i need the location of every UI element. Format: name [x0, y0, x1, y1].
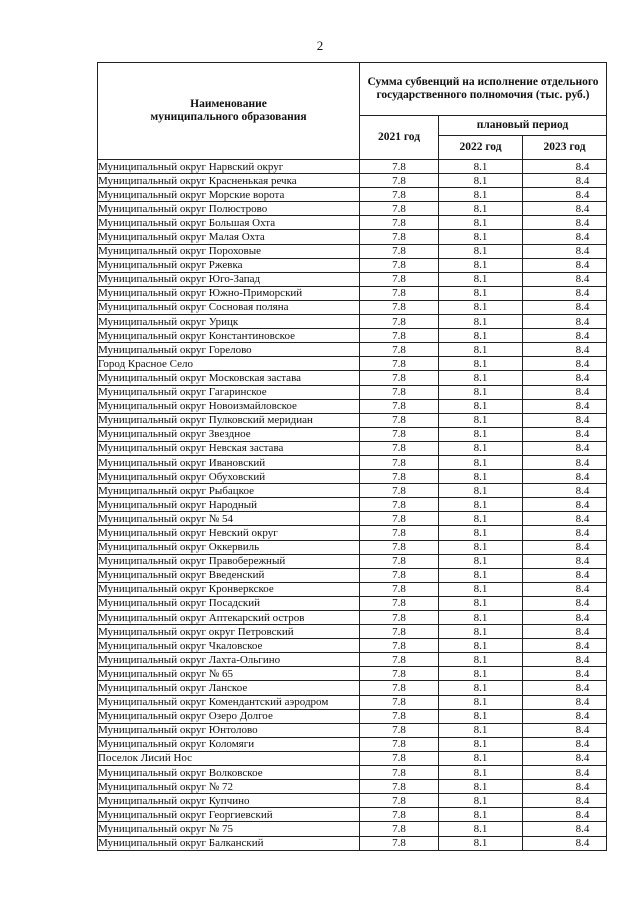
value-2023-cell: 8.4 — [523, 413, 607, 427]
value-2022-cell: 8.1 — [439, 160, 523, 174]
value-2023-cell: 8.4 — [523, 244, 607, 258]
value-2023-cell: 8.4 — [523, 766, 607, 780]
municipality-name-cell: Муниципальный округ Горелово — [98, 343, 360, 357]
value-2021-cell: 7.8 — [360, 709, 439, 723]
value-2021-cell: 7.8 — [360, 751, 439, 765]
table-row — [98, 216, 607, 230]
municipality-name-cell: Муниципальный округ Полюстрово — [98, 202, 360, 216]
page-number: 2 — [316, 38, 324, 53]
value-2022-cell: 8.1 — [439, 695, 523, 709]
value-2021-cell: 7.8 — [360, 526, 439, 540]
municipality-name-cell: Муниципальный округ Южно-Приморский — [98, 286, 360, 300]
value-2023-cell: 8.4 — [523, 836, 607, 850]
value-2023-cell: 8.4 — [523, 385, 607, 399]
value-2022-cell: 8.1 — [439, 639, 523, 653]
value-2022-cell: 8.1 — [439, 794, 523, 808]
value-2022-cell: 8.1 — [439, 272, 523, 286]
value-2021-cell: 7.8 — [360, 216, 439, 230]
value-2022-cell: 8.1 — [439, 625, 523, 639]
table-row — [98, 653, 607, 667]
value-2022-cell: 8.1 — [439, 737, 523, 751]
value-2023-cell: 8.4 — [523, 723, 607, 737]
table-row — [98, 737, 607, 751]
value-2021-cell: 7.8 — [360, 766, 439, 780]
value-2021-cell: 7.8 — [360, 695, 439, 709]
value-2022-cell: 8.1 — [439, 258, 523, 272]
table-row — [98, 413, 607, 427]
value-2021-cell: 7.8 — [360, 639, 439, 653]
municipality-name-cell: Муниципальный округ Коломяги — [98, 737, 360, 751]
municipality-name-cell: Муниципальный округ Рыбацкое — [98, 484, 360, 498]
table-row — [98, 822, 607, 836]
table-row — [98, 427, 607, 441]
table-row — [98, 766, 607, 780]
municipality-name-cell: Муниципальный округ Купчино — [98, 794, 360, 808]
value-2023-cell: 8.4 — [523, 258, 607, 272]
value-2023-cell: 8.4 — [523, 667, 607, 681]
table-row — [98, 441, 607, 455]
value-2021-cell: 7.8 — [360, 512, 439, 526]
value-2023-cell: 8.4 — [523, 329, 607, 343]
value-2021-cell: 7.8 — [360, 836, 439, 850]
table-row — [98, 582, 607, 596]
value-2021-cell: 7.8 — [360, 441, 439, 455]
value-2021-cell: 7.8 — [360, 399, 439, 413]
value-2021-cell: 7.8 — [360, 244, 439, 258]
value-2021-cell: 7.8 — [360, 723, 439, 737]
value-2023-cell: 8.4 — [523, 272, 607, 286]
table-row — [98, 371, 607, 385]
value-2023-cell: 8.4 — [523, 780, 607, 794]
table-row — [98, 258, 607, 272]
value-2022-cell: 8.1 — [439, 723, 523, 737]
municipality-header-line1: Наименование — [190, 98, 267, 110]
value-2022-cell: 8.1 — [439, 371, 523, 385]
municipality-name-cell: Муниципальный округ Волковское — [98, 766, 360, 780]
municipality-name-cell: Муниципальный округ Чкаловское — [98, 639, 360, 653]
value-2022-cell: 8.1 — [439, 455, 523, 469]
value-2022-cell: 8.1 — [439, 582, 523, 596]
municipality-name-cell: Муниципальный округ Лахта-Ольгино — [98, 653, 360, 667]
subvention-table — [97, 62, 607, 851]
municipality-name-cell: Муниципальный округ Ланское — [98, 681, 360, 695]
value-2021-cell: 7.8 — [360, 258, 439, 272]
value-2023-cell: 8.4 — [523, 230, 607, 244]
table-row — [98, 272, 607, 286]
value-2021-cell: 7.8 — [360, 455, 439, 469]
value-2022-cell: 8.1 — [439, 300, 523, 314]
municipality-name-cell: Муниципальный округ Невская застава — [98, 441, 360, 455]
value-2021-cell: 7.8 — [360, 808, 439, 822]
value-2023-cell: 8.4 — [523, 455, 607, 469]
value-2021-cell: 7.8 — [360, 470, 439, 484]
value-2023-cell: 8.4 — [523, 427, 607, 441]
value-2023-cell: 8.4 — [523, 653, 607, 667]
value-2021-cell: 7.8 — [360, 413, 439, 427]
municipality-name-cell: Муниципальный округ Сосновая поляна — [98, 300, 360, 314]
table-row — [98, 174, 607, 188]
value-2021-cell: 7.8 — [360, 667, 439, 681]
value-2023-cell: 8.4 — [523, 639, 607, 653]
value-2022-cell: 8.1 — [439, 427, 523, 441]
municipality-name-cell: Муниципальный округ Нарвский округ — [98, 160, 360, 174]
value-2021-cell: 7.8 — [360, 385, 439, 399]
municipality-name-cell: Муниципальный округ Комендантский аэродром — [98, 695, 360, 709]
value-2021-cell: 7.8 — [360, 202, 439, 216]
value-2021-cell: 7.8 — [360, 554, 439, 568]
value-2023-cell: 8.4 — [523, 357, 607, 371]
value-2021-cell: 7.8 — [360, 653, 439, 667]
value-2022-cell: 8.1 — [439, 244, 523, 258]
value-2023-cell: 8.4 — [523, 174, 607, 188]
value-2021-cell: 7.8 — [360, 188, 439, 202]
value-2021-cell: 7.8 — [360, 568, 439, 582]
value-2021-cell: 7.8 — [360, 286, 439, 300]
municipality-name-cell: Муниципальный округ Аптекарский остров — [98, 611, 360, 625]
table-row — [98, 808, 607, 822]
municipality-name-cell: Муниципальный округ Обуховский — [98, 470, 360, 484]
table-row — [98, 709, 607, 723]
value-2023-cell: 8.4 — [523, 343, 607, 357]
value-2023-cell: 8.4 — [523, 470, 607, 484]
municipality-name-cell: Муниципальный округ Ивановский — [98, 455, 360, 469]
table-row — [98, 357, 607, 371]
value-2022-cell: 8.1 — [439, 286, 523, 300]
table-row — [98, 667, 607, 681]
table-row — [98, 780, 607, 794]
value-2023-cell: 8.4 — [523, 484, 607, 498]
value-2022-cell: 8.1 — [439, 343, 523, 357]
value-2021-cell: 7.8 — [360, 611, 439, 625]
value-2023-cell: 8.4 — [523, 512, 607, 526]
table-row — [98, 681, 607, 695]
value-2022-cell: 8.1 — [439, 611, 523, 625]
value-2021-cell: 7.8 — [360, 343, 439, 357]
value-2021-cell: 7.8 — [360, 822, 439, 836]
municipality-name-cell: Муниципальный округ Красненькая речка — [98, 174, 360, 188]
municipality-name-cell: Муниципальный округ № 72 — [98, 780, 360, 794]
table-row — [98, 611, 607, 625]
table-row — [98, 329, 607, 343]
table-row — [98, 399, 607, 413]
value-2021-cell: 7.8 — [360, 780, 439, 794]
value-2022-cell: 8.1 — [439, 751, 523, 765]
table-row — [98, 540, 607, 554]
value-2023-cell: 8.4 — [523, 582, 607, 596]
value-2022-cell: 8.1 — [439, 441, 523, 455]
table-row — [98, 568, 607, 582]
value-2022-cell: 8.1 — [439, 385, 523, 399]
value-2021-cell: 7.8 — [360, 329, 439, 343]
table-row — [98, 455, 607, 469]
table-row — [98, 286, 607, 300]
table-row — [98, 794, 607, 808]
municipality-name-cell: Муниципальный округ Народный — [98, 498, 360, 512]
value-2022-cell: 8.1 — [439, 526, 523, 540]
value-2022-cell: 8.1 — [439, 540, 523, 554]
table-row — [98, 836, 607, 850]
value-2021-cell: 7.8 — [360, 174, 439, 188]
value-2022-cell: 8.1 — [439, 329, 523, 343]
municipality-name-cell: Муниципальный округ Юго-Запад — [98, 272, 360, 286]
value-2023-cell: 8.4 — [523, 160, 607, 174]
table-header — [98, 63, 607, 160]
municipality-name-cell: Муниципальный округ Морские ворота — [98, 188, 360, 202]
municipality-name-cell: Муниципальный округ Озеро Долгое — [98, 709, 360, 723]
table-row — [98, 554, 607, 568]
value-2021-cell: 7.8 — [360, 160, 439, 174]
value-2021-cell: 7.8 — [360, 540, 439, 554]
municipality-column-header — [98, 63, 360, 160]
municipality-name-cell: Муниципальный округ Оккервиль — [98, 540, 360, 554]
subvention-sum-header: Сумма субвенций на исполнение отдельного государственного полномочия (тыс. руб.) — [360, 63, 607, 116]
value-2023-cell: 8.4 — [523, 808, 607, 822]
value-2023-cell: 8.4 — [523, 625, 607, 639]
municipality-name-cell: Муниципальный округ Гагаринское — [98, 385, 360, 399]
value-2023-cell: 8.4 — [523, 498, 607, 512]
value-2022-cell: 8.1 — [439, 216, 523, 230]
municipality-name-cell: Муниципальный округ № 65 — [98, 667, 360, 681]
municipality-name-cell: Муниципальный округ Георгиевский — [98, 808, 360, 822]
value-2023-cell: 8.4 — [523, 526, 607, 540]
municipality-header-line2: муниципального образования — [150, 111, 307, 123]
municipality-name-cell: Муниципальный округ Малая Охта — [98, 230, 360, 244]
value-2023-cell: 8.4 — [523, 596, 607, 610]
value-2021-cell: 7.8 — [360, 371, 439, 385]
table-row — [98, 695, 607, 709]
value-2022-cell: 8.1 — [439, 653, 523, 667]
value-2022-cell: 8.1 — [439, 202, 523, 216]
table-row — [98, 315, 607, 329]
municipality-name-cell: Муниципальный округ Балканский — [98, 836, 360, 850]
value-2022-cell: 8.1 — [439, 512, 523, 526]
table-row — [98, 385, 607, 399]
municipality-name-cell: Муниципальный округ Московская застава — [98, 371, 360, 385]
value-2022-cell: 8.1 — [439, 174, 523, 188]
table-row — [98, 498, 607, 512]
table-row — [98, 751, 607, 765]
table-row — [98, 470, 607, 484]
municipality-name-cell: Муниципальный округ Юнтолово — [98, 723, 360, 737]
value-2023-cell: 8.4 — [523, 188, 607, 202]
value-2022-cell: 8.1 — [439, 836, 523, 850]
value-2022-cell: 8.1 — [439, 766, 523, 780]
municipality-name-cell: Муниципальный округ № 54 — [98, 512, 360, 526]
table-row — [98, 300, 607, 314]
table-row — [98, 596, 607, 610]
value-2021-cell: 7.8 — [360, 357, 439, 371]
value-2023-cell: 8.4 — [523, 794, 607, 808]
value-2023-cell: 8.4 — [523, 554, 607, 568]
municipality-name-cell: Муниципальный округ Пулковский меридиан — [98, 413, 360, 427]
municipality-name-cell: Муниципальный округ Посадский — [98, 596, 360, 610]
municipality-name-cell: Муниципальный округ Правобережный — [98, 554, 360, 568]
value-2023-cell: 8.4 — [523, 568, 607, 582]
value-2023-cell: 8.4 — [523, 681, 607, 695]
value-2023-cell: 8.4 — [523, 202, 607, 216]
municipality-name-cell: Муниципальный округ Ржевка — [98, 258, 360, 272]
value-2023-cell: 8.4 — [523, 286, 607, 300]
value-2023-cell: 8.4 — [523, 315, 607, 329]
value-2022-cell: 8.1 — [439, 596, 523, 610]
value-2022-cell: 8.1 — [439, 357, 523, 371]
municipality-name-cell: Муниципальный округ Урицк — [98, 315, 360, 329]
value-2022-cell: 8.1 — [439, 230, 523, 244]
table-body — [98, 160, 607, 851]
value-2021-cell: 7.8 — [360, 484, 439, 498]
value-2022-cell: 8.1 — [439, 554, 523, 568]
value-2021-cell: 7.8 — [360, 272, 439, 286]
value-2023-cell: 8.4 — [523, 611, 607, 625]
table-row — [98, 244, 607, 258]
value-2021-cell: 7.8 — [360, 681, 439, 695]
value-2023-cell: 8.4 — [523, 371, 607, 385]
value-2021-cell: 7.8 — [360, 315, 439, 329]
value-2022-cell: 8.1 — [439, 413, 523, 427]
value-2022-cell: 8.1 — [439, 780, 523, 794]
table-row — [98, 188, 607, 202]
value-2023-cell: 8.4 — [523, 709, 607, 723]
table-row — [98, 723, 607, 737]
table-row — [98, 230, 607, 244]
table-row — [98, 202, 607, 216]
value-2022-cell: 8.1 — [439, 808, 523, 822]
municipality-name-cell: Муниципальный округ Невский округ — [98, 526, 360, 540]
municipality-name-cell: Муниципальный округ округ Петровский — [98, 625, 360, 639]
value-2023-cell: 8.4 — [523, 216, 607, 230]
value-2021-cell: 7.8 — [360, 625, 439, 639]
value-2023-cell: 8.4 — [523, 399, 607, 413]
table-row — [98, 343, 607, 357]
table-row — [98, 526, 607, 540]
municipality-name-cell: Муниципальный округ Большая Охта — [98, 216, 360, 230]
value-2022-cell: 8.1 — [439, 709, 523, 723]
value-2023-cell: 8.4 — [523, 695, 607, 709]
table-row — [98, 512, 607, 526]
value-2022-cell: 8.1 — [439, 498, 523, 512]
municipality-name-cell: Муниципальный округ Введенский — [98, 568, 360, 582]
table-row — [98, 160, 607, 174]
municipality-name-cell: Город Красное Село — [98, 357, 360, 371]
value-2023-cell: 8.4 — [523, 441, 607, 455]
year-2021-header: 2021 год — [360, 116, 439, 160]
municipality-name-cell: Муниципальный округ № 75 — [98, 822, 360, 836]
value-2021-cell: 7.8 — [360, 300, 439, 314]
year-2023-header: 2023 год — [523, 136, 607, 160]
value-2022-cell: 8.1 — [439, 188, 523, 202]
value-2022-cell: 8.1 — [439, 399, 523, 413]
table-row — [98, 484, 607, 498]
value-2021-cell: 7.8 — [360, 737, 439, 751]
value-2023-cell: 8.4 — [523, 822, 607, 836]
municipality-name-cell: Муниципальный округ Звездное — [98, 427, 360, 441]
value-2022-cell: 8.1 — [439, 681, 523, 695]
value-2022-cell: 8.1 — [439, 484, 523, 498]
value-2022-cell: 8.1 — [439, 667, 523, 681]
municipality-name-cell: Муниципальный округ Пороховые — [98, 244, 360, 258]
table-row — [98, 625, 607, 639]
value-2023-cell: 8.4 — [523, 540, 607, 554]
municipality-name-cell: Муниципальный округ Константиновское — [98, 329, 360, 343]
value-2021-cell: 7.8 — [360, 427, 439, 441]
value-2022-cell: 8.1 — [439, 315, 523, 329]
value-2023-cell: 8.4 — [523, 300, 607, 314]
municipality-name-cell: Муниципальный округ Кронверкское — [98, 582, 360, 596]
value-2021-cell: 7.8 — [360, 582, 439, 596]
value-2023-cell: 8.4 — [523, 751, 607, 765]
year-2022-header: 2022 год — [439, 136, 523, 160]
value-2021-cell: 7.8 — [360, 596, 439, 610]
value-2021-cell: 7.8 — [360, 230, 439, 244]
municipality-name-cell: Муниципальный округ Новоизмайловское — [98, 399, 360, 413]
value-2021-cell: 7.8 — [360, 498, 439, 512]
value-2022-cell: 8.1 — [439, 822, 523, 836]
planning-period-header: плановый период — [439, 116, 607, 136]
value-2021-cell: 7.8 — [360, 794, 439, 808]
value-2023-cell: 8.4 — [523, 737, 607, 751]
value-2022-cell: 8.1 — [439, 470, 523, 484]
value-2022-cell: 8.1 — [439, 568, 523, 582]
table-row — [98, 639, 607, 653]
municipality-name-cell: Поселок Лисий Нос — [98, 751, 360, 765]
